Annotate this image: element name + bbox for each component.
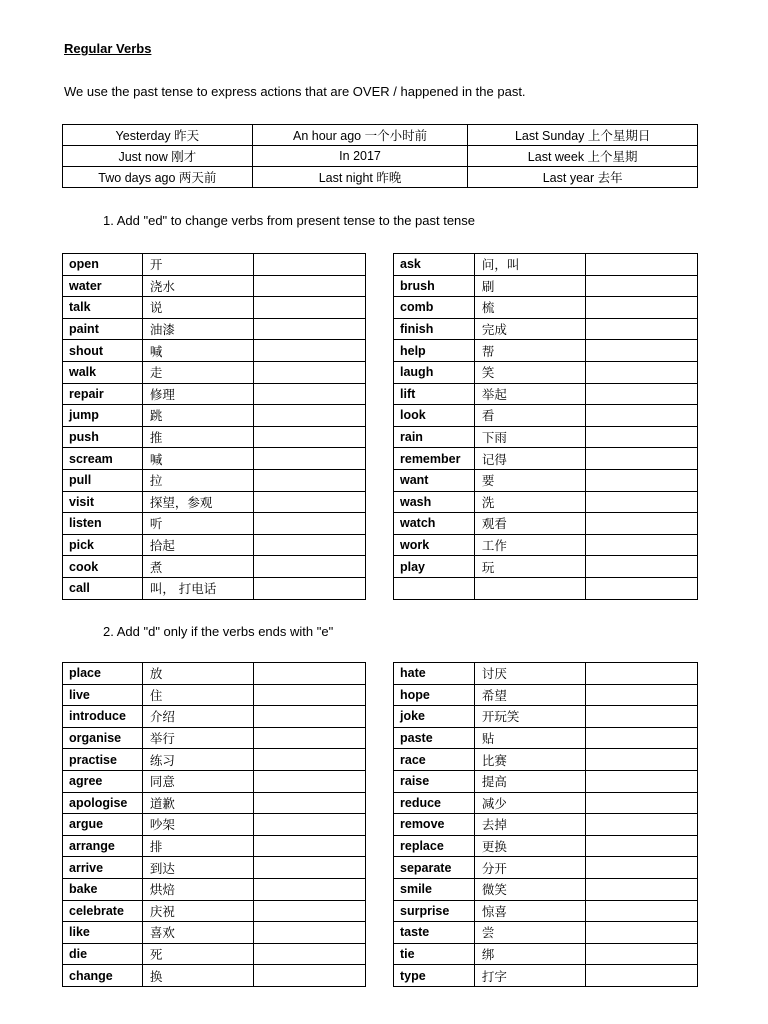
chinese-meaning-cell: 住 — [142, 684, 253, 706]
chinese-meaning-cell: 刷 — [474, 275, 585, 297]
chinese-meaning-cell: 修理 — [142, 383, 253, 405]
chinese-meaning-cell: 换 — [142, 965, 253, 987]
verb-cell: arrange — [63, 835, 143, 857]
past-tense-answer-cell[interactable] — [585, 383, 697, 405]
section2-heading: 2. Add "d" only if the verbs ends with "e" — [103, 624, 334, 639]
verb-row — [63, 491, 366, 513]
past-tense-answer-cell[interactable] — [585, 254, 697, 276]
past-tense-answer-cell[interactable] — [585, 684, 697, 706]
chinese-meaning-cell: 探望，参观 — [142, 491, 253, 513]
chinese-meaning-cell: 推 — [142, 426, 253, 448]
verb-row — [63, 770, 366, 792]
verb-cell: apologise — [63, 792, 143, 814]
verb-row — [394, 534, 698, 556]
verb-cell: work — [394, 534, 475, 556]
time-expression-cell: Last week 上个星期 — [468, 146, 698, 167]
verb-row — [394, 878, 698, 900]
chinese-meaning-cell: 看 — [474, 405, 585, 427]
past-tense-answer-cell[interactable] — [585, 426, 697, 448]
verb-row — [63, 297, 366, 319]
section1-left-table — [62, 253, 366, 600]
past-tense-answer-cell[interactable] — [585, 275, 697, 297]
chinese-meaning-cell: 要 — [474, 469, 585, 491]
verb-cell: repair — [63, 383, 143, 405]
verb-cell: type — [394, 965, 475, 987]
chinese-meaning-cell: 浇水 — [142, 275, 253, 297]
verb-cell: laugh — [394, 361, 475, 383]
verb-cell: push — [63, 426, 143, 448]
chinese-meaning-cell: 听 — [142, 513, 253, 535]
verb-cell: celebrate — [63, 900, 143, 922]
verb-row — [63, 275, 366, 297]
chinese-meaning-cell — [474, 577, 585, 599]
verb-cell: bake — [63, 878, 143, 900]
verb-row — [394, 448, 698, 470]
past-tense-answer-cell[interactable] — [253, 556, 365, 578]
chinese-meaning-cell: 开玩笑 — [474, 706, 585, 728]
verb-cell: play — [394, 556, 475, 578]
verb-cell: race — [394, 749, 475, 771]
verb-cell: visit — [63, 491, 143, 513]
verb-cell: remember — [394, 448, 475, 470]
verb-cell: finish — [394, 318, 475, 340]
chinese-meaning-cell: 跳 — [142, 405, 253, 427]
time-expression-cell: Last Sunday 上个星期日 — [468, 125, 698, 146]
past-tense-answer-cell[interactable] — [253, 577, 365, 599]
verb-row — [63, 857, 366, 879]
chinese-meaning-cell: 尝 — [474, 922, 585, 944]
verb-row — [394, 469, 698, 491]
past-tense-answer-cell[interactable] — [253, 361, 365, 383]
verb-cell: watch — [394, 513, 475, 535]
past-tense-answer-cell[interactable] — [253, 706, 365, 728]
section1-heading: 1. Add "ed" to change verbs from present tense to the past tense — [103, 213, 476, 228]
past-tense-answer-cell[interactable] — [585, 727, 697, 749]
chinese-meaning-cell: 讨厌 — [474, 663, 585, 685]
verb-cell: joke — [394, 706, 475, 728]
verb-cell — [394, 577, 475, 599]
chinese-meaning-cell: 玩 — [474, 556, 585, 578]
verb-row — [394, 383, 698, 405]
page-title: Regular Verbs — [64, 41, 152, 56]
past-tense-answer-cell[interactable] — [585, 513, 697, 535]
verb-row — [63, 426, 366, 448]
past-tense-answer-cell[interactable] — [585, 857, 697, 879]
verb-row — [63, 684, 366, 706]
verb-row — [63, 792, 366, 814]
chinese-meaning-cell: 喜欢 — [142, 922, 253, 944]
verb-row — [394, 275, 698, 297]
verb-cell: live — [63, 684, 143, 706]
chinese-meaning-cell: 喊 — [142, 448, 253, 470]
chinese-meaning-cell: 工作 — [474, 534, 585, 556]
past-tense-answer-cell[interactable] — [253, 297, 365, 319]
verb-cell: taste — [394, 922, 475, 944]
verb-cell: organise — [63, 727, 143, 749]
verb-cell: hate — [394, 663, 475, 685]
chinese-meaning-cell: 放 — [142, 663, 253, 685]
chinese-meaning-cell: 惊喜 — [474, 900, 585, 922]
chinese-meaning-cell: 死 — [142, 943, 253, 965]
verb-row — [394, 965, 698, 987]
chinese-meaning-cell: 绑 — [474, 943, 585, 965]
verb-row — [394, 835, 698, 857]
past-tense-answer-cell[interactable] — [585, 577, 697, 599]
verb-row — [63, 900, 366, 922]
verb-cell: brush — [394, 275, 475, 297]
verb-cell: rain — [394, 426, 475, 448]
chinese-meaning-cell: 减少 — [474, 792, 585, 814]
verb-cell: raise — [394, 770, 475, 792]
verb-row — [63, 943, 366, 965]
verb-cell: change — [63, 965, 143, 987]
chinese-meaning-cell: 拾起 — [142, 534, 253, 556]
chinese-meaning-cell: 庆祝 — [142, 900, 253, 922]
verb-cell: reduce — [394, 792, 475, 814]
past-tense-answer-cell[interactable] — [253, 922, 365, 944]
past-tense-answer-cell[interactable] — [253, 684, 365, 706]
verb-cell: smile — [394, 878, 475, 900]
verb-row — [394, 857, 698, 879]
chinese-meaning-cell: 记得 — [474, 448, 585, 470]
verb-row — [63, 577, 366, 599]
verb-row — [63, 361, 366, 383]
verb-row — [394, 770, 698, 792]
chinese-meaning-cell: 完成 — [474, 318, 585, 340]
verb-cell: arrive — [63, 857, 143, 879]
verb-row — [394, 749, 698, 771]
past-tense-answer-cell[interactable] — [253, 900, 365, 922]
past-tense-answer-cell[interactable] — [585, 361, 697, 383]
chinese-meaning-cell: 同意 — [142, 770, 253, 792]
past-tense-answer-cell[interactable] — [585, 534, 697, 556]
verb-row — [394, 727, 698, 749]
chinese-meaning-cell: 油漆 — [142, 318, 253, 340]
past-tense-answer-cell[interactable] — [585, 340, 697, 362]
past-tense-answer-cell[interactable] — [253, 275, 365, 297]
past-tense-answer-cell[interactable] — [253, 469, 365, 491]
chinese-meaning-cell: 吵架 — [142, 814, 253, 836]
chinese-meaning-cell: 走 — [142, 361, 253, 383]
past-tense-answer-cell[interactable] — [253, 491, 365, 513]
verb-row — [394, 513, 698, 535]
past-tense-answer-cell[interactable] — [253, 534, 365, 556]
past-tense-answer-cell[interactable] — [585, 922, 697, 944]
time-expressions-table — [62, 124, 698, 188]
section2-left-table — [62, 662, 366, 987]
verb-row — [394, 318, 698, 340]
verb-row — [394, 254, 698, 276]
verb-row — [394, 663, 698, 685]
past-tense-answer-cell[interactable] — [253, 405, 365, 427]
time-expression-cell: Last night 昨晚 — [252, 167, 468, 188]
verb-row — [63, 706, 366, 728]
past-tense-answer-cell[interactable] — [585, 835, 697, 857]
past-tense-answer-cell[interactable] — [585, 792, 697, 814]
verb-row — [63, 254, 366, 276]
verb-row — [394, 297, 698, 319]
chinese-meaning-cell: 梳 — [474, 297, 585, 319]
verb-row — [63, 469, 366, 491]
section1-right-table — [393, 253, 698, 600]
chinese-meaning-cell: 去掉 — [474, 814, 585, 836]
verb-row — [63, 749, 366, 771]
past-tense-answer-cell[interactable] — [585, 770, 697, 792]
verb-cell: hope — [394, 684, 475, 706]
verb-cell: talk — [63, 297, 143, 319]
verb-cell: wash — [394, 491, 475, 513]
verb-cell: introduce — [63, 706, 143, 728]
verb-cell: water — [63, 275, 143, 297]
verb-row — [63, 727, 366, 749]
verb-cell: pick — [63, 534, 143, 556]
verb-row — [63, 835, 366, 857]
verb-row — [394, 361, 698, 383]
chinese-meaning-cell: 烘焙 — [142, 878, 253, 900]
verb-row — [63, 556, 366, 578]
verb-cell: comb — [394, 297, 475, 319]
verb-row — [394, 405, 698, 427]
verb-row — [394, 943, 698, 965]
past-tense-answer-cell[interactable] — [585, 900, 697, 922]
verb-cell: paste — [394, 727, 475, 749]
past-tense-answer-cell[interactable] — [253, 663, 365, 685]
verb-cell: replace — [394, 835, 475, 857]
chinese-meaning-cell: 说 — [142, 297, 253, 319]
past-tense-answer-cell[interactable] — [253, 770, 365, 792]
verb-row — [394, 922, 698, 944]
verb-row — [394, 814, 698, 836]
verb-row — [63, 878, 366, 900]
past-tense-answer-cell[interactable] — [585, 469, 697, 491]
time-expression-cell: Two days ago 两天前 — [63, 167, 253, 188]
verb-cell: pull — [63, 469, 143, 491]
past-tense-answer-cell[interactable] — [585, 491, 697, 513]
verb-row — [394, 792, 698, 814]
time-row — [63, 167, 698, 188]
chinese-meaning-cell: 微笑 — [474, 878, 585, 900]
past-tense-answer-cell[interactable] — [253, 857, 365, 879]
verb-cell: open — [63, 254, 143, 276]
chinese-meaning-cell: 笑 — [474, 361, 585, 383]
verb-row — [394, 706, 698, 728]
time-row — [63, 125, 698, 146]
verb-cell: surprise — [394, 900, 475, 922]
time-expression-cell: An hour ago 一个小时前 — [252, 125, 468, 146]
time-row — [63, 146, 698, 167]
past-tense-answer-cell[interactable] — [253, 340, 365, 362]
verb-cell: ask — [394, 254, 475, 276]
chinese-meaning-cell: 帮 — [474, 340, 585, 362]
verb-row — [394, 577, 698, 599]
past-tense-answer-cell[interactable] — [253, 835, 365, 857]
past-tense-answer-cell[interactable] — [585, 405, 697, 427]
verb-row — [63, 405, 366, 427]
verb-cell: listen — [63, 513, 143, 535]
chinese-meaning-cell: 洗 — [474, 491, 585, 513]
chinese-meaning-cell: 到达 — [142, 857, 253, 879]
verb-row — [63, 534, 366, 556]
past-tense-answer-cell[interactable] — [585, 318, 697, 340]
verb-row — [394, 426, 698, 448]
past-tense-answer-cell[interactable] — [253, 965, 365, 987]
verb-row — [394, 491, 698, 513]
chinese-meaning-cell: 提高 — [474, 770, 585, 792]
past-tense-answer-cell[interactable] — [253, 792, 365, 814]
verb-row — [394, 556, 698, 578]
past-tense-answer-cell[interactable] — [585, 448, 697, 470]
verb-row — [394, 900, 698, 922]
time-expression-cell: Yesterday 昨天 — [63, 125, 253, 146]
verb-cell: practise — [63, 749, 143, 771]
verb-row — [63, 513, 366, 535]
verb-row — [394, 340, 698, 362]
chinese-meaning-cell: 煮 — [142, 556, 253, 578]
time-expression-cell: Last year 去年 — [468, 167, 698, 188]
chinese-meaning-cell: 练习 — [142, 749, 253, 771]
past-tense-answer-cell[interactable] — [585, 749, 697, 771]
chinese-meaning-cell: 拉 — [142, 469, 253, 491]
verb-cell: remove — [394, 814, 475, 836]
verb-cell: tie — [394, 943, 475, 965]
past-tense-answer-cell[interactable] — [253, 943, 365, 965]
chinese-meaning-cell: 道歉 — [142, 792, 253, 814]
past-tense-answer-cell[interactable] — [585, 965, 697, 987]
chinese-meaning-cell: 分开 — [474, 857, 585, 879]
verb-row — [394, 684, 698, 706]
verb-cell: shout — [63, 340, 143, 362]
chinese-meaning-cell: 举起 — [474, 383, 585, 405]
time-expression-cell: In 2017 — [252, 146, 468, 167]
verb-cell: like — [63, 922, 143, 944]
verb-cell: lift — [394, 383, 475, 405]
verb-cell: die — [63, 943, 143, 965]
past-tense-answer-cell[interactable] — [253, 254, 365, 276]
verb-cell: argue — [63, 814, 143, 836]
verb-row — [63, 922, 366, 944]
verb-cell: place — [63, 663, 143, 685]
past-tense-answer-cell[interactable] — [253, 383, 365, 405]
verb-cell: agree — [63, 770, 143, 792]
past-tense-answer-cell[interactable] — [585, 943, 697, 965]
past-tense-answer-cell[interactable] — [253, 878, 365, 900]
verb-cell: scream — [63, 448, 143, 470]
chinese-meaning-cell: 贴 — [474, 727, 585, 749]
chinese-meaning-cell: 更换 — [474, 835, 585, 857]
chinese-meaning-cell: 举行 — [142, 727, 253, 749]
past-tense-answer-cell[interactable] — [585, 706, 697, 728]
past-tense-answer-cell[interactable] — [253, 814, 365, 836]
verb-cell: paint — [63, 318, 143, 340]
verb-row — [63, 318, 366, 340]
verb-cell: look — [394, 405, 475, 427]
verb-cell: walk — [63, 361, 143, 383]
verb-row — [63, 340, 366, 362]
verb-row — [63, 663, 366, 685]
past-tense-answer-cell[interactable] — [253, 426, 365, 448]
chinese-meaning-cell: 介绍 — [142, 706, 253, 728]
chinese-meaning-cell: 排 — [142, 835, 253, 857]
past-tense-answer-cell[interactable] — [585, 814, 697, 836]
intro-text: We use the past tense to express actions that are OVER / happened in the past. — [64, 84, 526, 99]
verb-row — [63, 965, 366, 987]
verb-cell: want — [394, 469, 475, 491]
chinese-meaning-cell: 打字 — [474, 965, 585, 987]
past-tense-answer-cell[interactable] — [253, 318, 365, 340]
chinese-meaning-cell: 下雨 — [474, 426, 585, 448]
past-tense-answer-cell[interactable] — [253, 749, 365, 771]
section2-right-table — [393, 662, 698, 987]
past-tense-answer-cell[interactable] — [585, 663, 697, 685]
chinese-meaning-cell: 比赛 — [474, 749, 585, 771]
chinese-meaning-cell: 问，叫 — [474, 254, 585, 276]
verb-cell: cook — [63, 556, 143, 578]
verb-row — [63, 448, 366, 470]
chinese-meaning-cell: 开 — [142, 254, 253, 276]
past-tense-answer-cell[interactable] — [253, 727, 365, 749]
verb-cell: call — [63, 577, 143, 599]
chinese-meaning-cell: 喊 — [142, 340, 253, 362]
verb-row — [63, 383, 366, 405]
verb-row — [63, 814, 366, 836]
chinese-meaning-cell: 观看 — [474, 513, 585, 535]
verb-cell: separate — [394, 857, 475, 879]
past-tense-answer-cell[interactable] — [253, 513, 365, 535]
chinese-meaning-cell: 希望 — [474, 684, 585, 706]
verb-cell: help — [394, 340, 475, 362]
past-tense-answer-cell[interactable] — [585, 878, 697, 900]
past-tense-answer-cell[interactable] — [585, 297, 697, 319]
verb-cell: jump — [63, 405, 143, 427]
past-tense-answer-cell[interactable] — [585, 556, 697, 578]
chinese-meaning-cell: 叫， 打电话 — [142, 577, 253, 599]
past-tense-answer-cell[interactable] — [253, 448, 365, 470]
time-expression-cell: Just now 刚才 — [63, 146, 253, 167]
